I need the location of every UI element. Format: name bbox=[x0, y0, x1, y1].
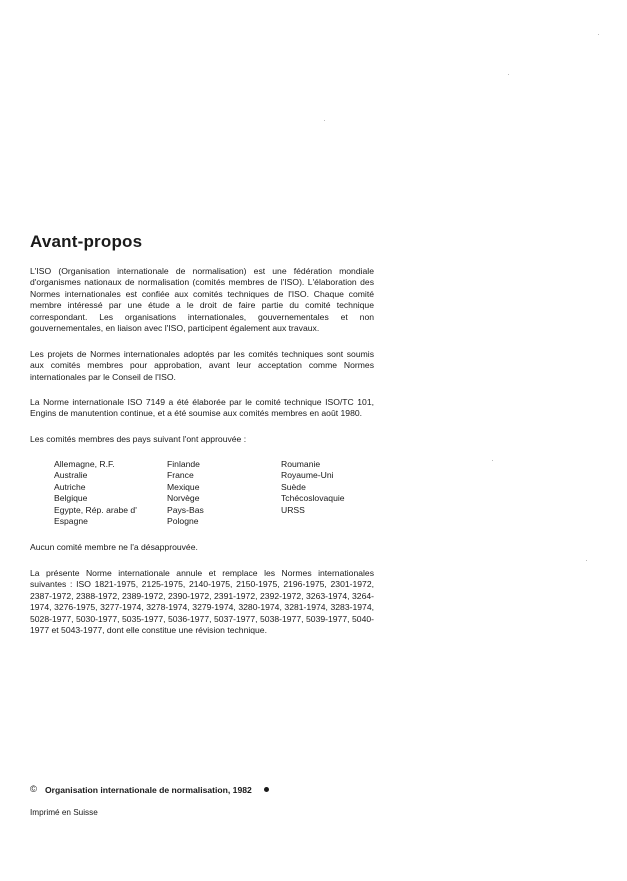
country-item: Allemagne, R.F. bbox=[54, 459, 115, 469]
country-item: France bbox=[167, 470, 194, 481]
foreword-paragraph-no-disapproval: Aucun comité membre ne l'a désapprouvée. bbox=[30, 542, 198, 552]
foreword-paragraph-approvals: Les comités membres des pays suivant l'ont approuvée : bbox=[30, 434, 247, 444]
country-item: Belgique bbox=[54, 493, 88, 504]
country-item: Suède bbox=[281, 481, 306, 492]
country-item: Australie bbox=[54, 470, 88, 481]
country-column bbox=[281, 459, 391, 527]
country-item: Egypte, Rép. arabe d' bbox=[54, 504, 137, 515]
country-item: Finlande bbox=[167, 459, 200, 469]
foreword-paragraph-replacement: La présente Norme internationale annule et remplace les Normes internationales suivantes : ISO 1821-1975, 2125-1975, 2140-1975, 2150-1975, 2196-1975, 2301-1972, 2387-1972, 2388-1972, 2389-1972, 2390-1972, 2391-1972, 2392-1972, 3263-1974, 3264-1974, 3276-1975, 3277-1974, 3278-1974, 3279-1974, 3280-1974, 3281-1974, 3283-1974, 5028-1977, 5030-1977, 5035-1977, 5036-1977, 5037-1977, 5038-1977, 5039-1977, 5040-1977 et 5043-1977, dont elle constitue une révision technique. bbox=[30, 568, 374, 636]
scan-speck bbox=[598, 34, 599, 35]
country-item: Tchécoslovaquie bbox=[281, 493, 345, 504]
foreword-paragraph-projects: Les projets de Normes internationales adoptés par les comités techniques sont soumis aux comités membres pour approbation, avant leur acceptation comme Normes internationales par le Conseil de l'ISO. bbox=[30, 349, 374, 382]
country-column bbox=[167, 459, 281, 527]
country-item: Norvège bbox=[167, 493, 200, 504]
page-title: Avant-propos bbox=[30, 232, 143, 251]
scan-speck bbox=[492, 460, 493, 461]
scan-speck bbox=[324, 120, 325, 121]
copyright-text: Organisation internationale de normalisation, 1982 bbox=[45, 784, 252, 795]
country-item: Royaume-Uni bbox=[281, 470, 334, 481]
country-list bbox=[54, 459, 391, 527]
country-item: Pologne bbox=[167, 516, 199, 527]
scan-speck bbox=[508, 74, 509, 75]
printed-note: Imprimé en Suisse bbox=[30, 808, 98, 817]
scan-speck bbox=[586, 560, 587, 561]
bullet-icon bbox=[264, 787, 269, 792]
foreword-paragraph-iso: L'ISO (Organisation internationale de normalisation) est une fédération mondiale d'organismes nationaux de normalisation (comités membres de l'ISO). L'élaboration des Normes internationales est confiée aux comités techniques de l'ISO. Chaque comité membre intéressé par une étude a le droit de faire partie du comité technique correspondant. Les organisations internationales, gouvernementales et non gouvernementales, en liaison avec l'ISO, participent également aux travaux. bbox=[30, 266, 374, 334]
copyright-icon: © bbox=[30, 784, 37, 795]
foreword-paragraph-standard: La Norme internationale ISO 7149 a été élaborée par le comité technique ISO/TC 101, Engins de manutention continue, et a été soumise aux comités membres en août 1980. bbox=[30, 397, 374, 419]
country-column bbox=[54, 459, 167, 527]
copyright-line bbox=[30, 784, 269, 795]
country-item: Espagne bbox=[54, 516, 88, 527]
country-item: Roumanie bbox=[281, 459, 321, 469]
country-item: Pays-Bas bbox=[167, 504, 204, 515]
country-item: Autriche bbox=[54, 481, 86, 492]
country-item: URSS bbox=[281, 504, 305, 515]
country-item: Mexique bbox=[167, 481, 200, 492]
